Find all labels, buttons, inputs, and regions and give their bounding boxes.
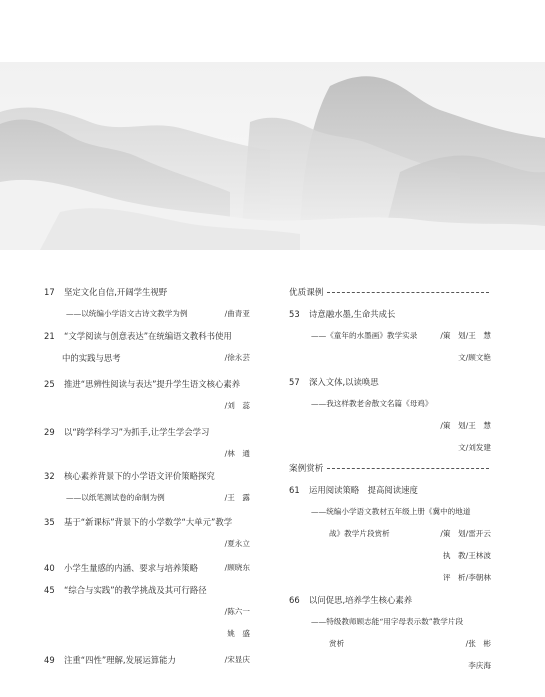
landscape-banner <box>0 62 545 250</box>
page-number: 29 <box>44 427 55 437</box>
article-title: 注重“四性”理解,发展运算能力 <box>64 655 176 665</box>
page-number: 40 <box>44 563 55 573</box>
page-number: 53 <box>289 309 300 319</box>
article-author: /陈六一 <box>224 607 250 616</box>
article-title: 运用阅读策略 提高阅读速度 <box>309 485 418 495</box>
article-subtitle: ——以纸笔测试卷的命制为例 <box>66 493 165 502</box>
article-title: 中的实践与思考 <box>62 353 121 363</box>
article-author: /策 划/雷开云 <box>440 529 491 538</box>
section-heading-label: 案例赏析 <box>289 464 324 474</box>
section-heading <box>289 286 323 298</box>
article-title: 小学生量感的内涵、要求与培养策略 <box>64 563 198 573</box>
article-title: “综合与实践”的教学挑战及其可行路径 <box>64 585 207 595</box>
article-author: 评 析/李朝林 <box>442 573 491 582</box>
article-author: 文/顾文艳 <box>458 353 491 362</box>
article-title: 推进“思辨性阅读与表达”提升学生语文核心素养 <box>64 379 241 389</box>
article-subtitle: 赏析 <box>329 639 345 648</box>
article-title: 深入文体,以读唤思 <box>309 377 379 387</box>
article-title: 诗意融水墨,生命共成长 <box>309 309 396 319</box>
article-title: 坚定文化自信,开阔学生视野 <box>64 287 168 297</box>
article-author: 执 教/王林波 <box>442 551 491 560</box>
article-author: /张 彬 <box>465 639 491 648</box>
article-author: /宋显庆 <box>224 655 250 664</box>
article-subtitle: 战》教学片段赏析 <box>329 529 390 538</box>
article-author: /林 通 <box>224 449 250 458</box>
page-number: 49 <box>44 655 55 665</box>
article-author: 姚 盛 <box>227 629 250 638</box>
article-subtitle: ——我这样教老舍散文名篇《母鸡》 <box>311 399 433 408</box>
article-subtitle: ——以统编小学语文古诗文教学为例 <box>66 309 188 318</box>
article-title: “文学阅读与创意表达”在统编语文教科书使用 <box>64 331 232 341</box>
article-subtitle: ——《童年的水墨画》教学实录 <box>311 331 418 340</box>
section-heading-label: 优质课例 <box>289 288 324 298</box>
article-title: 以“跨学科学习”为抓手,让学生学会学习 <box>64 427 210 437</box>
page-number: 45 <box>44 585 55 595</box>
article-title: 以问促思,培养学生核心素养 <box>309 595 413 605</box>
article-title: 核心素养背景下的小学语文评价策略探究 <box>64 471 215 481</box>
article-author: 文/刘发建 <box>458 443 491 452</box>
page-number: 57 <box>289 377 300 387</box>
page-number: 66 <box>289 595 300 605</box>
page-number: 35 <box>44 517 55 527</box>
page-number: 17 <box>44 287 55 297</box>
article-author: /曲青亚 <box>224 309 250 318</box>
article-author: /策 划/王 慧 <box>440 331 491 340</box>
section-divider <box>327 468 489 469</box>
article-subtitle: ——特级教师顾志能“用字母表示数”教学片段 <box>311 617 464 626</box>
article-author: /夏永立 <box>224 539 250 548</box>
article-author: /王 露 <box>224 493 250 502</box>
article-author: /顾晓东 <box>224 563 250 572</box>
article-subtitle: ——统编小学语文教材五年级上册《冀中的地道 <box>311 507 471 516</box>
section-heading <box>289 462 323 474</box>
article-title: 基于“新课标”背景下的小学数学“大单元”教学 <box>64 517 233 527</box>
article-author: /刘 蕊 <box>224 401 250 410</box>
article-author: /徐永芸 <box>224 353 250 362</box>
page-number: 61 <box>289 485 300 495</box>
section-divider <box>327 292 489 293</box>
page-number: 25 <box>44 379 55 389</box>
article-author: /策 划/王 慧 <box>440 421 491 430</box>
page-number: 21 <box>44 331 55 341</box>
article-author: 李庆海 <box>468 661 491 670</box>
page-number: 32 <box>44 471 55 481</box>
